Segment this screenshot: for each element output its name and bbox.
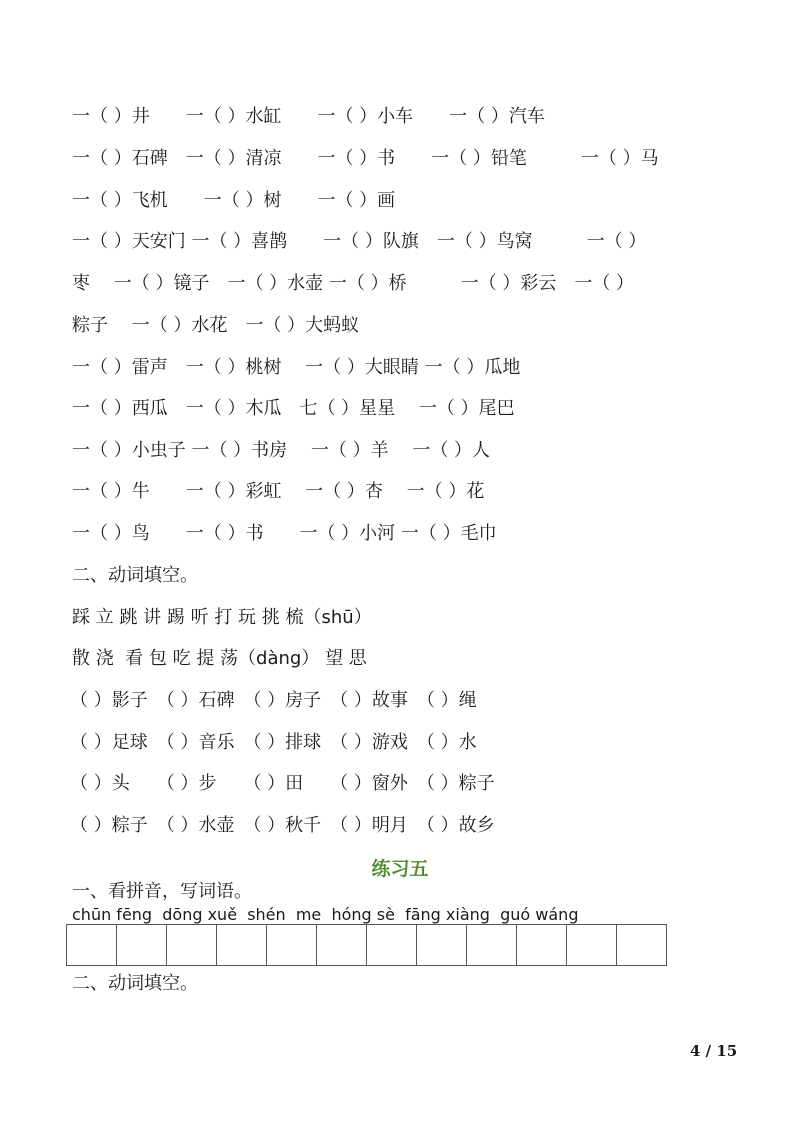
writing-cell[interactable] [217, 925, 267, 965]
writing-grid [66, 924, 667, 966]
writing-cell[interactable] [167, 925, 217, 965]
writing-cell[interactable] [67, 925, 117, 965]
blank-line-6: 粽子 一（ ）水花 一（ ）大蚂蚁 [72, 315, 360, 336]
pinyin-line: chūn fēng dōng xuě shén me hóng sè fāng xiàng guó wáng [72, 905, 579, 924]
blank-line-8: 一（ ）西瓜 一（ ）木瓜 七（ ）星星 一（ ）尾巴 [72, 398, 515, 419]
fill-line-2: （ ）足球 （ ）音乐 （ ）排球 （ ）游戏 （ ）水 [70, 732, 477, 753]
blank-line-1: 一（ ）井 一（ ）水缸 一（ ）小车 一（ ）汽车 [72, 106, 545, 127]
writing-cell[interactable] [517, 925, 567, 965]
writing-cell[interactable] [567, 925, 617, 965]
blank-line-4: 一（ ）天安门 一（ ）喜鹊 一（ ）队旗 一（ ）鸟窝 一（ ） [72, 231, 647, 252]
blank-line-3: 一（ ）飞机 一（ ）树 一（ ）画 [72, 190, 396, 211]
fill-line-1: （ ）影子 （ ）石碑 （ ）房子 （ ）故事 （ ）绳 [70, 690, 477, 711]
verbs-line-1: 踩 立 跳 讲 踢 听 打 玩 挑 梳（shū） [72, 607, 372, 628]
verbs-line-2: 散 浇 看 包 吃 提 荡（dàng） 望 思 [72, 648, 367, 669]
fill-line-3: （ ）头 （ ）步 （ ）田 （ ）窗外 （ ）粽子 [70, 773, 495, 794]
writing-cell[interactable] [467, 925, 517, 965]
exercise-question-1: 一、看拼音，写词语。 [72, 881, 252, 902]
writing-cell[interactable] [367, 925, 417, 965]
blank-line-7: 一（ ）雷声 一（ ）桃树 一（ ）大眼睛 一（ ）瓜地 [72, 357, 521, 378]
writing-cell[interactable] [267, 925, 317, 965]
fill-line-4: （ ）粽子 （ ）水壶 （ ）秋千 （ ）明月 （ ）故乡 [70, 815, 495, 836]
exercise-question-2: 二、动词填空。 [72, 973, 198, 994]
writing-cell[interactable] [417, 925, 467, 965]
blank-line-11: 一（ ）鸟 一（ ）书 一（ ）小河 一（ ）毛巾 [72, 523, 497, 544]
writing-cell[interactable] [617, 925, 667, 965]
blank-line-2: 一（ ）石碑 一（ ）清凉 一（ ）书 一（ ）铅笔 一（ ）马 [72, 148, 659, 169]
blank-line-9: 一（ ）小虫子 一（ ）书房 一（ ）羊 一（ ）人 [72, 440, 491, 461]
exercise-title: 练习五 [371, 858, 429, 880]
section-2-title: 二、动词填空。 [72, 565, 198, 586]
writing-cell[interactable] [317, 925, 367, 965]
blank-line-10: 一（ ）牛 一（ ）彩虹 一（ ）杏 一（ ）花 [72, 481, 485, 502]
blank-line-5: 枣 一（ ）镜子 一（ ）水壶 一（ ）桥 一（ ）彩云 一（ ） [72, 273, 635, 294]
page-number: 4 / 15 [690, 1042, 738, 1060]
writing-cell[interactable] [117, 925, 167, 965]
